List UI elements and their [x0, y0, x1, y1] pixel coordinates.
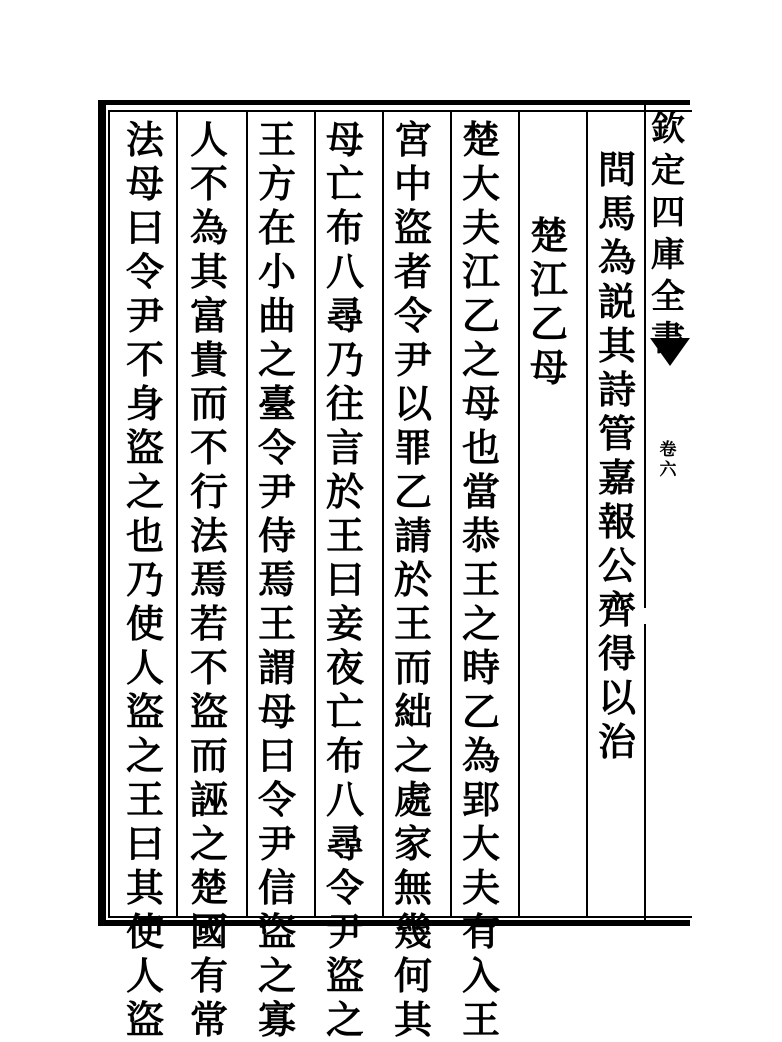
margin-volume-char: 六 — [659, 460, 677, 480]
text-char: 盜 — [125, 997, 164, 1042]
text-char: 令 — [325, 865, 364, 910]
text-char: 乙 — [529, 301, 568, 346]
text-char: 其 — [189, 249, 228, 294]
text-char: 謂 — [257, 645, 296, 690]
text-char: 請 — [393, 513, 432, 558]
text-char: 人 — [125, 953, 164, 998]
text-char: 其 — [393, 997, 432, 1042]
text-char: 布 — [325, 205, 364, 250]
text-char: 尹 — [257, 469, 296, 514]
text-column-8 — [120, 118, 170, 1042]
text-char: 常 — [189, 997, 228, 1042]
text-char: 而 — [189, 733, 228, 778]
text-char: 焉 — [257, 557, 296, 602]
text-char: 之 — [125, 733, 164, 778]
text-char: 身 — [125, 381, 164, 426]
text-char: 不 — [189, 645, 228, 690]
text-char: 其 — [125, 865, 164, 910]
text-char: 令 — [257, 777, 296, 822]
text-char: 處 — [393, 777, 432, 822]
text-char: 乃 — [125, 557, 164, 602]
text-char: 也 — [125, 513, 164, 558]
column-divider — [586, 110, 588, 918]
margin-volume-char: 卷 — [659, 440, 677, 460]
text-column-4 — [388, 118, 438, 1042]
text-char: 而 — [189, 381, 228, 426]
text-char: 不 — [189, 425, 228, 470]
text-char: 之 — [461, 601, 500, 646]
text-char: 曰 — [325, 557, 364, 602]
text-char: 尹 — [257, 821, 296, 866]
text-char: 之 — [257, 953, 296, 998]
text-char: 中 — [393, 161, 432, 206]
text-char: 嘉 — [597, 455, 636, 500]
text-char: 尋 — [325, 293, 364, 338]
text-char: 寡 — [257, 997, 296, 1042]
column-divider — [450, 110, 452, 918]
margin-volume-label — [656, 440, 680, 480]
text-char: 也 — [461, 425, 500, 470]
text-char: 江 — [529, 257, 568, 302]
text-char: 八 — [325, 777, 364, 822]
margin-book-title — [648, 108, 688, 360]
text-char: 布 — [325, 733, 364, 778]
text-char: 母 — [325, 117, 364, 162]
text-char: 乙 — [393, 469, 432, 514]
text-char: 曰 — [125, 821, 164, 866]
margin-title-char: 定 — [651, 151, 685, 191]
text-char: 之 — [461, 337, 500, 382]
margin-break — [642, 608, 648, 624]
text-char: 貴 — [189, 337, 228, 382]
column-divider — [314, 110, 316, 918]
text-char: 盜 — [393, 205, 432, 250]
text-char: 公 — [597, 543, 636, 588]
text-char: 齊 — [597, 587, 636, 632]
text-char: 楚 — [189, 865, 228, 910]
text-char: 楚 — [461, 117, 500, 162]
text-char: 無 — [393, 865, 432, 910]
text-char: 王 — [257, 117, 296, 162]
text-char: 王 — [257, 601, 296, 646]
text-char: 使 — [125, 909, 164, 954]
text-char: 有 — [461, 909, 500, 954]
text-char: 言 — [325, 425, 364, 470]
text-char: 為 — [597, 235, 636, 280]
text-char: 不 — [189, 161, 228, 206]
text-char: 時 — [461, 645, 500, 690]
text-column-6 — [252, 118, 302, 1042]
text-char: 母 — [125, 161, 164, 206]
text-char: 王 — [461, 997, 500, 1042]
text-char: 人 — [189, 117, 228, 162]
text-char: 大 — [461, 161, 500, 206]
text-char: 王 — [125, 777, 164, 822]
text-char: 盜 — [257, 909, 296, 954]
text-char: 得 — [597, 631, 636, 676]
text-char: 令 — [125, 249, 164, 294]
text-char: 幾 — [393, 909, 432, 954]
text-char: 乙 — [461, 293, 500, 338]
text-char: 母 — [257, 689, 296, 734]
margin-title-char: 四 — [651, 193, 685, 233]
column-divider — [518, 110, 520, 918]
text-char: 曰 — [257, 733, 296, 778]
fish-tail-mark — [650, 338, 690, 366]
text-char: 亡 — [325, 689, 364, 734]
text-char: 國 — [189, 909, 228, 954]
text-char: 盜 — [189, 689, 228, 734]
text-char: 小 — [257, 249, 296, 294]
text-char: 往 — [325, 381, 364, 426]
text-char: 恭 — [461, 513, 500, 558]
text-char: 行 — [189, 469, 228, 514]
text-char: 王 — [325, 513, 364, 558]
text-char: 尹 — [325, 909, 364, 954]
text-char: 郢 — [461, 777, 500, 822]
margin-title-char: 欽 — [651, 109, 685, 149]
text-column-7 — [184, 118, 234, 1042]
text-char: 報 — [597, 499, 636, 544]
text-char: 而 — [393, 645, 432, 690]
text-char: 亡 — [325, 161, 364, 206]
text-char: 為 — [189, 205, 228, 250]
text-char: 為 — [461, 733, 500, 778]
text-char: 絀 — [393, 689, 432, 734]
text-char: 楚 — [529, 213, 568, 258]
text-char: 王 — [461, 557, 500, 602]
text-char: 者 — [393, 249, 432, 294]
text-char: 以 — [597, 675, 636, 720]
text-char: 曰 — [125, 205, 164, 250]
text-char: 之 — [189, 821, 228, 866]
text-char: 江 — [461, 249, 500, 294]
text-char: 不 — [125, 337, 164, 382]
text-char: 其 — [597, 323, 636, 368]
text-char: 説 — [597, 279, 636, 324]
text-char: 誣 — [189, 777, 228, 822]
text-char: 王 — [393, 601, 432, 646]
column-divider — [382, 110, 384, 918]
text-char: 侍 — [257, 513, 296, 558]
margin-title-char: 庫 — [651, 235, 685, 275]
text-char: 之 — [325, 997, 364, 1042]
text-char: 何 — [393, 953, 432, 998]
text-char: 使 — [125, 601, 164, 646]
text-char: 於 — [325, 469, 364, 514]
text-char: 母 — [461, 381, 500, 426]
text-char: 乙 — [461, 689, 500, 734]
text-char: 令 — [393, 293, 432, 338]
text-char: 之 — [257, 337, 296, 382]
text-char: 曲 — [257, 293, 296, 338]
text-char: 以 — [393, 381, 432, 426]
text-char: 於 — [393, 557, 432, 602]
text-char: 治 — [597, 719, 636, 764]
text-char: 人 — [125, 645, 164, 690]
text-char: 若 — [189, 601, 228, 646]
text-char: 當 — [461, 469, 500, 514]
text-char: 之 — [393, 733, 432, 778]
text-char: 馬 — [597, 191, 636, 236]
text-char: 母 — [529, 345, 568, 390]
text-char: 夜 — [325, 645, 364, 690]
text-char: 法 — [125, 117, 164, 162]
text-char: 富 — [189, 293, 228, 338]
text-char: 尹 — [125, 293, 164, 338]
column-divider — [246, 110, 248, 918]
text-column-3 — [456, 118, 506, 1042]
text-char: 有 — [189, 953, 228, 998]
text-char: 信 — [257, 865, 296, 910]
text-char: 之 — [125, 469, 164, 514]
text-column-1 — [592, 148, 642, 764]
text-char: 家 — [393, 821, 432, 866]
margin-title-char: 書 — [651, 319, 685, 359]
text-char: 焉 — [189, 557, 228, 602]
text-char: 令 — [257, 425, 296, 470]
text-char: 八 — [325, 249, 364, 294]
text-char: 盜 — [325, 953, 364, 998]
text-char: 法 — [189, 513, 228, 558]
text-char: 方 — [257, 161, 296, 206]
text-char: 妾 — [325, 601, 364, 646]
text-char: 盜 — [125, 689, 164, 734]
text-char: 尹 — [393, 337, 432, 382]
text-char: 大 — [461, 821, 500, 866]
margin-title-char: 全 — [651, 277, 685, 317]
text-char: 入 — [461, 953, 500, 998]
column-divider — [176, 110, 178, 918]
text-char: 乃 — [325, 337, 364, 382]
text-char: 詩 — [597, 367, 636, 412]
text-char: 臺 — [257, 381, 296, 426]
text-char: 罪 — [393, 425, 432, 470]
text-char: 尋 — [325, 821, 364, 866]
text-char: 宮 — [393, 117, 432, 162]
text-char: 在 — [257, 205, 296, 250]
text-char: 問 — [597, 147, 636, 192]
text-column-2 — [524, 214, 574, 390]
text-char: 管 — [597, 411, 636, 456]
text-char: 夫 — [461, 205, 500, 250]
text-char: 夫 — [461, 865, 500, 910]
text-column-5 — [320, 118, 370, 1042]
text-char: 盜 — [125, 425, 164, 470]
